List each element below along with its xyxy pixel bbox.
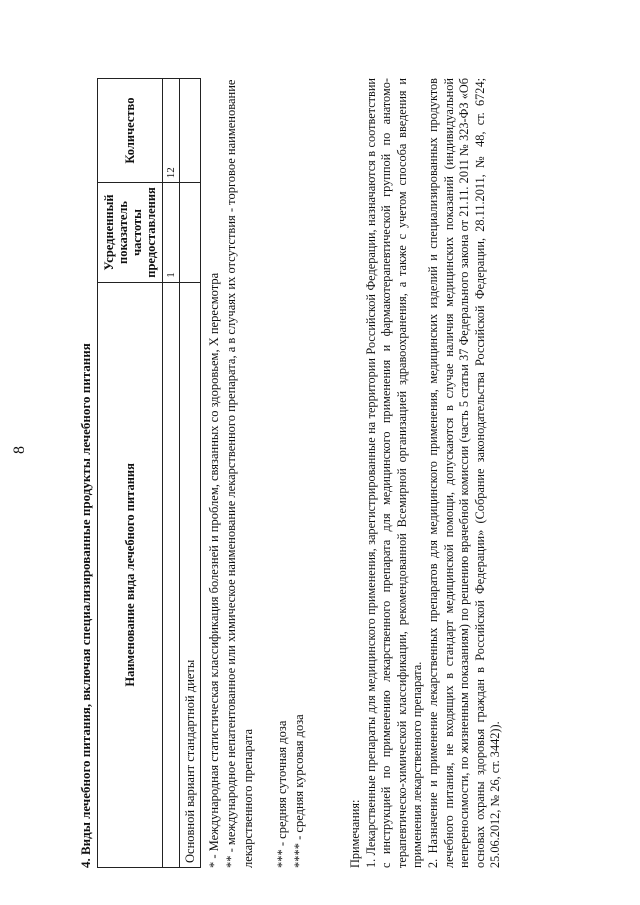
cell-diet-name: Основной вариант стандартной диеты: [180, 282, 201, 867]
page-number: 8: [11, 446, 28, 454]
notes-heading: Примечания:: [348, 799, 362, 868]
section-title: 4. Виды лечебного питания, включая специализированные продукты лечебного питания: [78, 343, 93, 868]
note-item-2: 2. Назначение и применение лекарственных препаратов для медицинского применения, медицинских изделий и специализированных продуктов лечебного питания, не входящих в стандарт медицинской помощи, допускаются в случае наличия медицинских показаний (индивидуальной непереносимости, по жизненным показаниям) по решению врачебной комиссии (часть 5 статьи 37 Федерального закона от 21.11. 2011 № 323-ФЗ «Об основах охраны здоровья граждан в Российской Федерации» (Собрание законодательства Российской Федерации, 28.11.2011, № 48, ст. 6724; 25.06.2012, № 26, ст. 3442)).: [425, 78, 503, 868]
table-header-row: [98, 79, 163, 868]
footnote-daily-dose: *** - средняя суточная доза: [275, 720, 289, 868]
note-item-1: 1. Лекарственные препараты для медицинского применения, зарегистрированные на территории Российской Федерации, назначаются в соответствии с инструкцией по применению лекарственного препарата для медицинского применения и фармакотерапевтической группой по анатомо-терапевтическо-химической классификации, рекомендованной Всемирной организацией здравоохранения, а также с учетом способа введения и применения лекарственного препарата.: [363, 78, 425, 868]
footnotes: [206, 78, 308, 868]
diet-table: [97, 78, 201, 868]
footnote-icd: * - Международная статистическая классификация болезней и проблем, связанных со здоровьем, X пересмотра: [207, 272, 221, 868]
index-cell-quantity: 12: [163, 79, 180, 183]
rotated-document-body: [78, 78, 638, 868]
header-name: Наименование вида лечебного питания: [98, 282, 163, 867]
footnote-course-dose: **** - средняя курсовая доза: [292, 714, 306, 868]
footnote-inn: ** - международное непатентованное или химическое наименование лекарственного препарата, а в случаях их отсутствия - торговое наименование лекарственного препарата: [224, 79, 255, 868]
index-cell-name: [163, 282, 180, 867]
header-frequency: Усредненный показатель частоты предоставления: [98, 183, 163, 283]
cell-diet-frequency: [180, 183, 201, 283]
header-quantity: Количество: [98, 79, 163, 183]
notes: [348, 78, 504, 868]
index-cell-frequency: 1: [163, 183, 180, 283]
table-row: [180, 79, 201, 868]
cell-diet-quantity: [180, 79, 201, 183]
table-index-row: [163, 79, 180, 868]
